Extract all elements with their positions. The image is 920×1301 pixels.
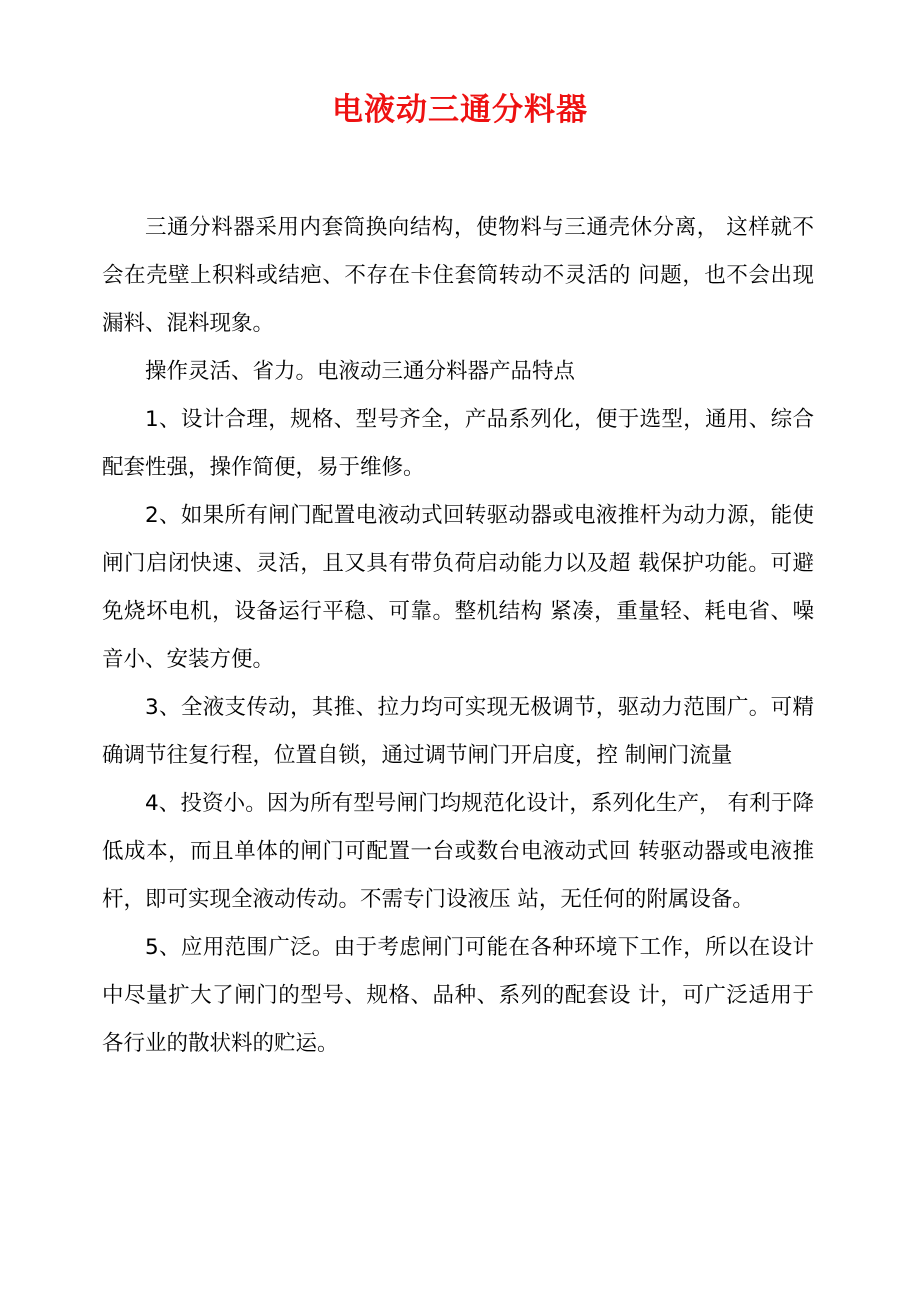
- paragraph-feature-3: 3、全液支传动，其推、拉力均可实现无极调节，驱动力范围广。可精确调节往复行程，位置自锁，通过调节闸门开启度，控 制闸门流量: [102, 695, 814, 768]
- document-body: [102, 204, 814, 1068]
- paragraph-features-heading: 操作灵活、省力。电液动三通分料器产品特点: [145, 359, 576, 384]
- paragraph-feature-4: 4、投资小。因为所有型号闸门均规范化设计，系列化生产， 有利于降低成本，而且单体的闸门可配置一台或数台电液动式回 转驱动器或电液推杆，即可实现全液动传动。不需专门设液压 站，无任何的附属设备。: [102, 791, 814, 912]
- paragraph-feature-2: 2、如果所有闸门配置电液动式回转驱动器或电液推杆为动力源，能使闸门启闭快速、灵活，且又具有带负荷启动能力以及超 载保护功能。可避免烧坏电机，设备运行平稳、可靠。整机结构 紧凑，重量轻、耗电省、噪音小、安装方便。: [102, 503, 814, 672]
- paragraph-feature-5: 5、应用范围广泛。由于考虑闸门可能在各种环境下工作，所以在设计中尽量扩大了闸门的型号、规格、品种、系列的配套设 计，可广泛适用于各行业的散状料的贮运。: [102, 935, 814, 1056]
- document-title: 电液动三通分料器: [332, 92, 588, 128]
- paragraph-intro: 三通分料器采用内套筒换向结构，使物料与三通壳休分离， 这样就不会在壳壁上积料或结疤、不存在卡住套筒转动不灵活的 问题，也不会出现漏料、混料现象。: [102, 215, 814, 336]
- paragraph-feature-1: 1、设计合理，规格、型号齐全，产品系列化，便于选型，通用、综合配套性强，操作简便，易于维修。: [102, 407, 814, 480]
